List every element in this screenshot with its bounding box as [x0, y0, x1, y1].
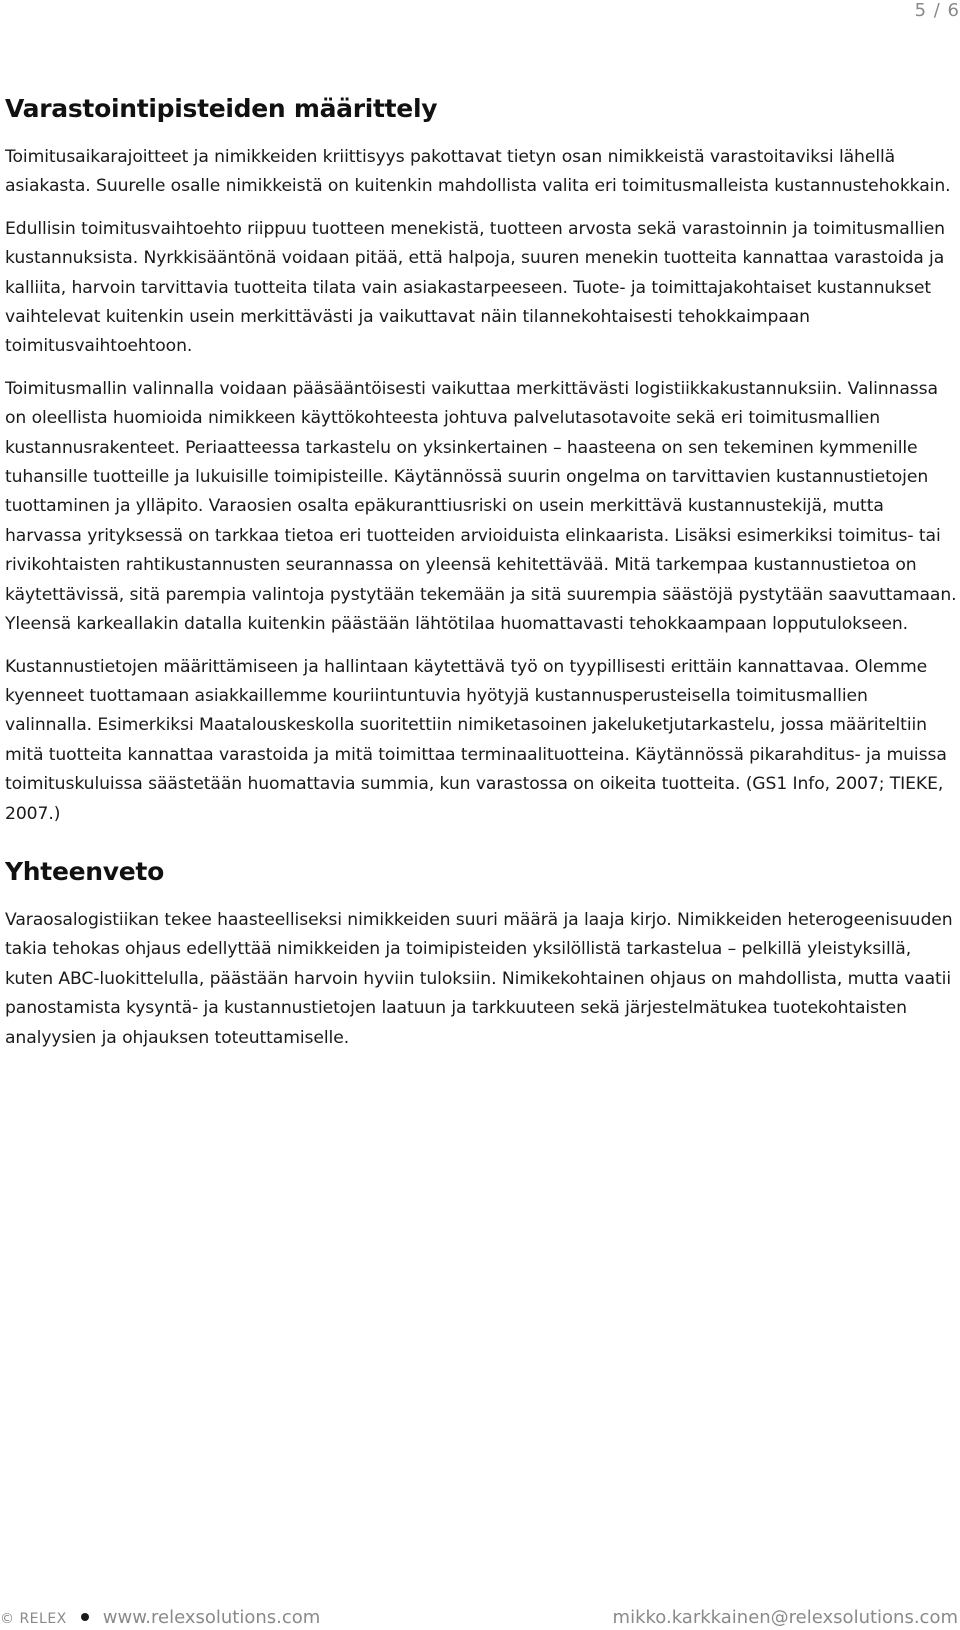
section-heading-varastointipisteiden: Varastointipisteiden määrittely [5, 94, 438, 123]
email-link[interactable]: mikko.karkkainen@relexsolutions.com [612, 1607, 958, 1628]
paragraph: Kustannustietojen määrittämiseen ja hallintaan käytettävä työ on tyypillisesti erittäin kannattavaa. Olemme kyenneet tuottamaan asiakkaillemme kouriintuntuvia hyötyjä kustannusperusteisella toimitusmallien valinnalla. Esimerkiksi Maatalouskeskolla suoritettiin nimiketasoinen jakeluketjutarkastelu, jossa määriteltiin mitä tuotteita kannattaa varastoida ja mitä toimittaa terminaalituotteina. Käytännössä pikarahditus- ja muissa toimituskuluissa säästetään huomattavia summia, kun varastossa on oikeita tuotteita. (GS1 Info, 2007; TIEKE, 2007.) [5, 656, 947, 824]
paragraph: Toimitusaikarajoitteet ja nimikkeiden kriittisyys pakottavat tietyn osan nimikkeistä varastoitaviksi lähellä asiakasta. Suurelle osalle nimikkeistä on kuitenkin mahdollista valita eri toimitusmalleista kustannustehokkain. [5, 147, 951, 197]
bullet-separator-icon [81, 1613, 89, 1621]
page-number: 5 / 6 [914, 0, 960, 21]
copyright-label: © RELEX [0, 1611, 67, 1627]
section-heading-yhteenveto: Yhteenveto [5, 856, 164, 886]
paragraph: Edullisin toimitusvaihtoehto riippuu tuotteen menekistä, tuotteen arvosta sekä varastoinnin ja toimitusmallien kustannuksista. Nyrkkisääntönä voidaan pitää, että halpoja, suuren menekin tuotteita kannattaa varastoida ja kalliita, harvoin tarvittavia tuotteita tilata vain asiakastarpeeseen. Tuote- ja toimittajakohtaiset kustannukset vaihtelevat kuitenkin usein merkittävästi ja vaikuttavat näin tilannekohtaisesti tehokkaimpaan toimitusvaihtoehtoon. [5, 218, 945, 357]
paragraph: Toimitusmallin valinnalla voidaan pääsääntöisesti vaikuttaa merkittävästi logistiikkakustannuksiin. Valinnassa on oleellista huomioida nimikkeen käyttökohteesta johtuva palvelutasotavoite sekä eri toimitusmallien kustannusrakenteet. Periaatteessa tarkastelu on yksinkertainen – haasteena on sen tekeminen kymmenille tuhansille tuotteille ja lukuisille toimipisteille. Käytännössä suurin ongelma on tarvittavien kustannustietojen tuottaminen ja ylläpito. Varaosien osalta epäkuranttiusriski on usein merkittävä kustannustekijä, mutta harvassa yrityksessä on tarkkaa tietoa eri tuotteiden arvioiduista elinkaarista. Lisäksi esimerkiksi toimitus- tai rivikohtaisten rahtikustannusten seurannassa on yleensä kehitettävää. Mitä tarkempaa kustannustietoa on käytettävissä, sitä parempia valintoja pystytään tekemään ja sitä suurempia säästöjä pystytään saavuttamaan. Yleensä karkeallakin datalla kuitenkin päästään lähtötilaa huomattavasti tehokkaampaan lopputulokseen. [5, 378, 957, 635]
website-link[interactable]: www.relexsolutions.com [102, 1607, 321, 1628]
paragraph: Varaosalogistiikan tekee haasteelliseksi nimikkeiden suuri määrä ja laaja kirjo. Nimikkeiden heterogeenisuuden takia tehokas ohjaus edellyttää nimikkeiden ja toimipisteiden yksilöllistä tarkastelua – pelkillä yleistyksillä, kuten ABC-luokittelulla, päästään harvoin hyviin tuloksiin. Nimikekohtainen ohjaus on mahdollista, mutta vaatii panostamista kysyntä- ja kustannustietojen laatuun ja tarkkuuteen sekä järjestelmätukea tuotekohtaisten analyysien ja ohjauksen toteuttamiselle. [5, 909, 953, 1048]
page-footer [0, 1600, 960, 1630]
document-body [5, 94, 957, 1066]
footer-left [0, 1607, 320, 1628]
